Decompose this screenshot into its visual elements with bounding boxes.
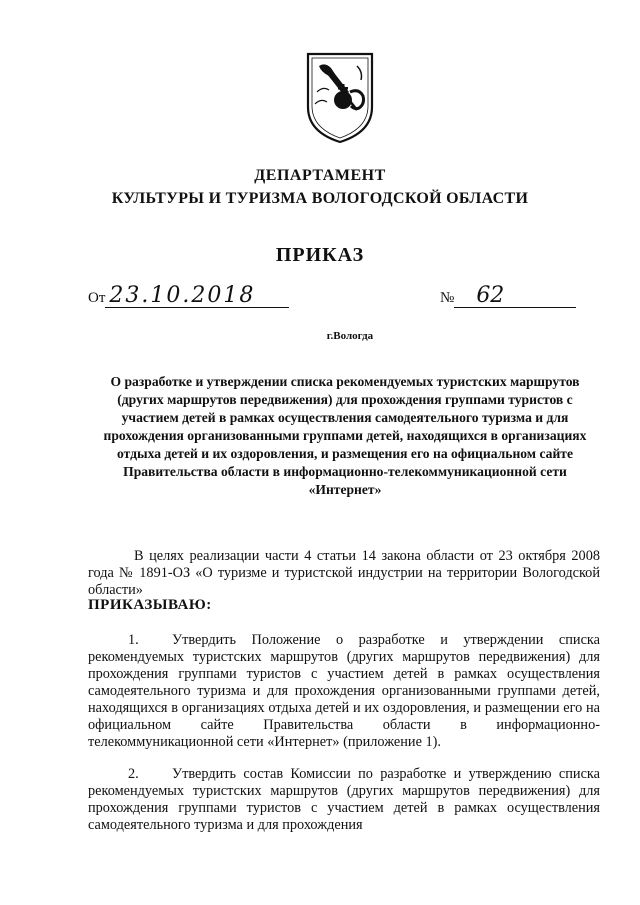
- preamble-paragraph: В целях реализации части 4 статьи 14 закона области от 23 октября 2008 года № 1891-ОЗ «О туризме и туристской индустрии на территории Вологодской области»: [88, 548, 600, 598]
- department-title-line1: ДЕПАРТАМЕНТ: [254, 167, 386, 184]
- item-text: Утвердить Положение о разработке и утверждении списка рекомендуемых туристских маршрутов (других маршрутов передвижения) для прохождения группами туристов с участием детей в рамках осуществления самодеятельного туризма и для прохождения организованными группами детей, находящихся в организациях отдыха детей и их оздоровления, и размещении его на официальном сайте Правительства области в информационно-телекоммуникационной сети «Интернет» (приложение 1).: [88, 632, 600, 750]
- department-title-line2: КУЛЬТУРЫ И ТУРИЗМА ВОЛОГОДСКОЙ ОБЛАСТИ: [111, 190, 529, 207]
- document-type-heading: ПРИКАЗ: [275, 244, 365, 266]
- list-item: [88, 766, 600, 834]
- list-item: [88, 632, 600, 751]
- order-number: 62: [454, 285, 576, 308]
- order-subject: О разработке и утверждении списка рекомендуемых туристских маршрутов (других маршрутов передвижения) для прохождения группами туристов с участием детей в рамках осуществления самодеятельного туризма и для прохождения организованными группами детей, находящихся в организациях отдыха детей и их оздоровления, и размещения его на официальном сайте Правительства области в информационно-телекоммуникационной сети «Интернет»: [103, 374, 587, 497]
- item-number: 2.: [128, 766, 139, 782]
- date-prefix: От: [88, 290, 106, 306]
- city-name: г.Вологда: [326, 330, 374, 342]
- item-text: Утвердить состав Комиссии по разработке и утверждению списка рекомендуемых туристских маршрутов (других маршрутов передвижения) для прохождения группами туристов с участием детей в рамках осуществления самодеятельного туризма и для прохождения: [88, 766, 600, 833]
- decree-word: ПРИКАЗЫВАЮ:: [88, 597, 212, 613]
- item-number: 1.: [128, 632, 139, 648]
- order-date: 23.10.2018: [105, 285, 289, 308]
- number-line: [440, 285, 576, 308]
- vologda-coat-of-arms-icon: [305, 52, 375, 144]
- date-line: [88, 285, 289, 308]
- number-prefix: №: [440, 290, 455, 306]
